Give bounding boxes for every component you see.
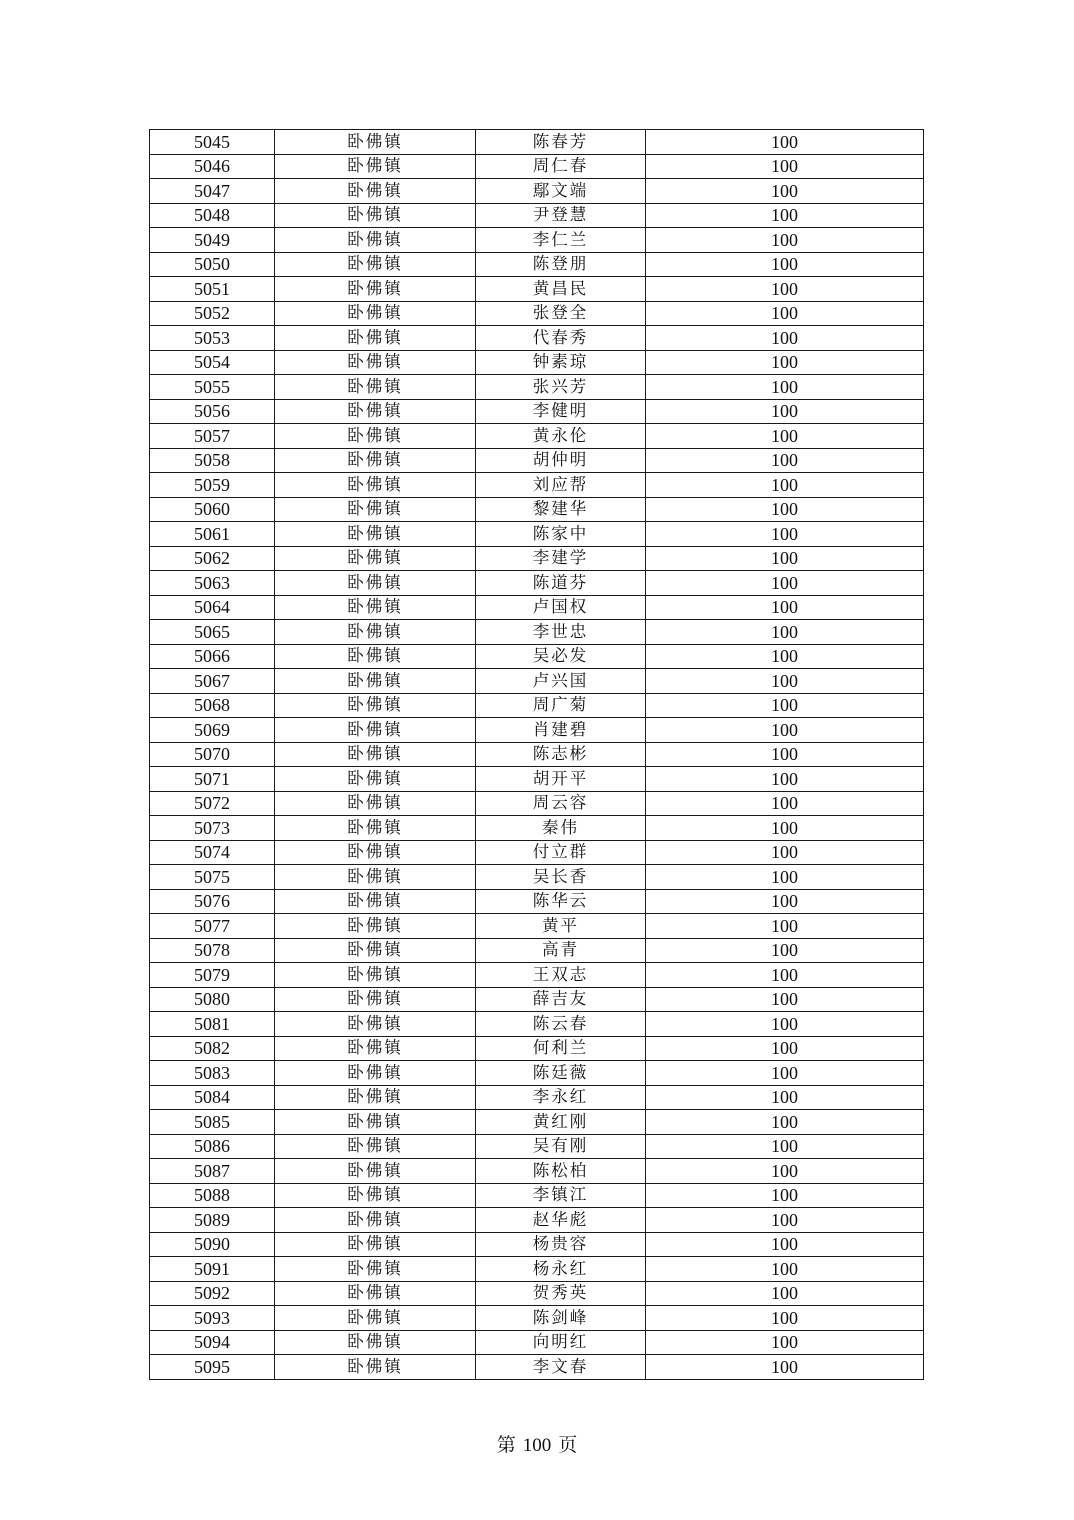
cell-number: 5059 <box>150 473 275 498</box>
cell-amount: 100 <box>646 620 924 645</box>
cell-number: 5088 <box>150 1183 275 1208</box>
cell-amount: 100 <box>646 1061 924 1086</box>
cell-name: 周云容 <box>476 791 646 816</box>
cell-town: 卧佛镇 <box>275 938 476 963</box>
table-row <box>150 1330 924 1355</box>
cell-amount: 100 <box>646 1306 924 1331</box>
cell-number: 5046 <box>150 154 275 179</box>
cell-amount: 100 <box>646 1208 924 1233</box>
cell-name: 刘应帮 <box>476 473 646 498</box>
cell-number: 5089 <box>150 1208 275 1233</box>
cell-town: 卧佛镇 <box>275 987 476 1012</box>
cell-number: 5092 <box>150 1281 275 1306</box>
table-row <box>150 644 924 669</box>
table-row <box>150 1183 924 1208</box>
roster-table-body <box>150 130 924 1380</box>
cell-town: 卧佛镇 <box>275 1085 476 1110</box>
table-row <box>150 669 924 694</box>
cell-town: 卧佛镇 <box>275 1232 476 1257</box>
cell-name: 陈道芬 <box>476 571 646 596</box>
cell-name: 李镇江 <box>476 1183 646 1208</box>
cell-town: 卧佛镇 <box>275 154 476 179</box>
cell-number: 5045 <box>150 130 275 155</box>
cell-number: 5077 <box>150 914 275 939</box>
cell-number: 5051 <box>150 277 275 302</box>
cell-name: 吴有刚 <box>476 1134 646 1159</box>
cell-town: 卧佛镇 <box>275 473 476 498</box>
cell-amount: 100 <box>646 889 924 914</box>
cell-name: 杨贵容 <box>476 1232 646 1257</box>
cell-name: 黄平 <box>476 914 646 939</box>
table-row <box>150 130 924 155</box>
table-row <box>150 473 924 498</box>
cell-number: 5062 <box>150 546 275 571</box>
table-row <box>150 1355 924 1380</box>
page-footer <box>0 1430 1074 1457</box>
table-row <box>150 1085 924 1110</box>
table-row <box>150 1257 924 1282</box>
table-row <box>150 546 924 571</box>
cell-number: 5063 <box>150 571 275 596</box>
cell-town: 卧佛镇 <box>275 546 476 571</box>
cell-name: 赵华彪 <box>476 1208 646 1233</box>
cell-number: 5054 <box>150 350 275 375</box>
cell-name: 钟素琼 <box>476 350 646 375</box>
cell-town: 卧佛镇 <box>275 571 476 596</box>
cell-town: 卧佛镇 <box>275 791 476 816</box>
cell-amount: 100 <box>646 644 924 669</box>
cell-amount: 100 <box>646 546 924 571</box>
cell-town: 卧佛镇 <box>275 865 476 890</box>
cell-town: 卧佛镇 <box>275 130 476 155</box>
cell-number: 5068 <box>150 693 275 718</box>
cell-name: 吴必发 <box>476 644 646 669</box>
footer-prefix: 第 <box>496 1434 516 1456</box>
table-row <box>150 963 924 988</box>
cell-amount: 100 <box>646 1134 924 1159</box>
cell-amount: 100 <box>646 840 924 865</box>
cell-amount: 100 <box>646 963 924 988</box>
cell-town: 卧佛镇 <box>275 816 476 841</box>
cell-name: 卢国权 <box>476 595 646 620</box>
cell-name: 向明红 <box>476 1330 646 1355</box>
cell-town: 卧佛镇 <box>275 1012 476 1037</box>
table-row <box>150 1306 924 1331</box>
cell-number: 5078 <box>150 938 275 963</box>
table-row <box>150 865 924 890</box>
cell-number: 5083 <box>150 1061 275 1086</box>
cell-amount: 100 <box>646 865 924 890</box>
cell-name: 张登全 <box>476 301 646 326</box>
cell-town: 卧佛镇 <box>275 326 476 351</box>
cell-town: 卧佛镇 <box>275 399 476 424</box>
cell-town: 卧佛镇 <box>275 1330 476 1355</box>
cell-town: 卧佛镇 <box>275 375 476 400</box>
cell-number: 5082 <box>150 1036 275 1061</box>
table-row <box>150 1061 924 1086</box>
cell-town: 卧佛镇 <box>275 252 476 277</box>
cell-amount: 100 <box>646 791 924 816</box>
cell-amount: 100 <box>646 1257 924 1282</box>
cell-town: 卧佛镇 <box>275 693 476 718</box>
cell-amount: 100 <box>646 742 924 767</box>
cell-name: 付立群 <box>476 840 646 865</box>
cell-number: 5058 <box>150 448 275 473</box>
cell-name: 胡开平 <box>476 767 646 792</box>
cell-amount: 100 <box>646 130 924 155</box>
cell-town: 卧佛镇 <box>275 1061 476 1086</box>
cell-name: 黄永伦 <box>476 424 646 449</box>
cell-town: 卧佛镇 <box>275 301 476 326</box>
cell-name: 李文春 <box>476 1355 646 1380</box>
cell-town: 卧佛镇 <box>275 718 476 743</box>
cell-amount: 100 <box>646 767 924 792</box>
cell-number: 5067 <box>150 669 275 694</box>
cell-amount: 100 <box>646 154 924 179</box>
cell-number: 5085 <box>150 1110 275 1135</box>
cell-town: 卧佛镇 <box>275 1355 476 1380</box>
cell-town: 卧佛镇 <box>275 742 476 767</box>
table-row <box>150 448 924 473</box>
table-row <box>150 350 924 375</box>
cell-number: 5057 <box>150 424 275 449</box>
cell-amount: 100 <box>646 1036 924 1061</box>
cell-town: 卧佛镇 <box>275 889 476 914</box>
cell-number: 5086 <box>150 1134 275 1159</box>
cell-number: 5056 <box>150 399 275 424</box>
table-row <box>150 375 924 400</box>
roster-table <box>149 129 924 1380</box>
table-row <box>150 203 924 228</box>
cell-name: 李世忠 <box>476 620 646 645</box>
cell-number: 5050 <box>150 252 275 277</box>
cell-number: 5073 <box>150 816 275 841</box>
cell-amount: 100 <box>646 1355 924 1380</box>
table-row <box>150 816 924 841</box>
cell-name: 代春秀 <box>476 326 646 351</box>
cell-amount: 100 <box>646 350 924 375</box>
cell-town: 卧佛镇 <box>275 669 476 694</box>
cell-number: 5076 <box>150 889 275 914</box>
cell-number: 5095 <box>150 1355 275 1380</box>
cell-name: 李健明 <box>476 399 646 424</box>
cell-name: 胡仲明 <box>476 448 646 473</box>
cell-name: 高青 <box>476 938 646 963</box>
table-row <box>150 1134 924 1159</box>
cell-town: 卧佛镇 <box>275 963 476 988</box>
cell-name: 张兴芳 <box>476 375 646 400</box>
cell-name: 贺秀英 <box>476 1281 646 1306</box>
cell-amount: 100 <box>646 1012 924 1037</box>
cell-number: 5093 <box>150 1306 275 1331</box>
cell-town: 卧佛镇 <box>275 277 476 302</box>
cell-town: 卧佛镇 <box>275 840 476 865</box>
cell-amount: 100 <box>646 399 924 424</box>
cell-name: 陈松柏 <box>476 1159 646 1184</box>
cell-name: 黎建华 <box>476 497 646 522</box>
cell-name: 卢兴国 <box>476 669 646 694</box>
cell-amount: 100 <box>646 718 924 743</box>
cell-name: 李建学 <box>476 546 646 571</box>
cell-amount: 100 <box>646 595 924 620</box>
cell-number: 5087 <box>150 1159 275 1184</box>
table-row <box>150 326 924 351</box>
cell-amount: 100 <box>646 693 924 718</box>
table-row <box>150 1012 924 1037</box>
cell-name: 肖建碧 <box>476 718 646 743</box>
cell-name: 陈廷薇 <box>476 1061 646 1086</box>
cell-name: 尹登慧 <box>476 203 646 228</box>
cell-amount: 100 <box>646 326 924 351</box>
cell-town: 卧佛镇 <box>275 1159 476 1184</box>
cell-name: 周广菊 <box>476 693 646 718</box>
cell-amount: 100 <box>646 914 924 939</box>
table-row <box>150 693 924 718</box>
cell-amount: 100 <box>646 375 924 400</box>
cell-town: 卧佛镇 <box>275 497 476 522</box>
table-row <box>150 1110 924 1135</box>
cell-town: 卧佛镇 <box>275 1306 476 1331</box>
cell-amount: 100 <box>646 203 924 228</box>
cell-town: 卧佛镇 <box>275 1036 476 1061</box>
cell-number: 5074 <box>150 840 275 865</box>
cell-amount: 100 <box>646 497 924 522</box>
table-row <box>150 767 924 792</box>
cell-town: 卧佛镇 <box>275 767 476 792</box>
cell-town: 卧佛镇 <box>275 179 476 204</box>
cell-town: 卧佛镇 <box>275 1257 476 1282</box>
cell-amount: 100 <box>646 1232 924 1257</box>
table-row <box>150 914 924 939</box>
cell-number: 5091 <box>150 1257 275 1282</box>
cell-amount: 100 <box>646 252 924 277</box>
cell-town: 卧佛镇 <box>275 1281 476 1306</box>
cell-name: 陈登朋 <box>476 252 646 277</box>
cell-town: 卧佛镇 <box>275 424 476 449</box>
cell-amount: 100 <box>646 571 924 596</box>
cell-number: 5084 <box>150 1085 275 1110</box>
table-row <box>150 179 924 204</box>
cell-number: 5094 <box>150 1330 275 1355</box>
cell-number: 5090 <box>150 1232 275 1257</box>
cell-name: 薛吉友 <box>476 987 646 1012</box>
cell-name: 周仁春 <box>476 154 646 179</box>
table-row <box>150 252 924 277</box>
cell-name: 陈志彬 <box>476 742 646 767</box>
cell-amount: 100 <box>646 816 924 841</box>
cell-number: 5060 <box>150 497 275 522</box>
cell-name: 陈华云 <box>476 889 646 914</box>
cell-name: 陈家中 <box>476 522 646 547</box>
table-row <box>150 889 924 914</box>
footer-suffix: 页 <box>558 1434 578 1456</box>
cell-name: 李仁兰 <box>476 228 646 253</box>
cell-town: 卧佛镇 <box>275 228 476 253</box>
cell-number: 5053 <box>150 326 275 351</box>
table-row <box>150 742 924 767</box>
table-row <box>150 424 924 449</box>
cell-amount: 100 <box>646 1281 924 1306</box>
cell-name: 黄昌民 <box>476 277 646 302</box>
table-row <box>150 301 924 326</box>
table-row <box>150 595 924 620</box>
table-row <box>150 1281 924 1306</box>
cell-town: 卧佛镇 <box>275 522 476 547</box>
cell-amount: 100 <box>646 938 924 963</box>
cell-number: 5069 <box>150 718 275 743</box>
cell-number: 5064 <box>150 595 275 620</box>
cell-number: 5080 <box>150 987 275 1012</box>
cell-name: 杨永红 <box>476 1257 646 1282</box>
cell-amount: 100 <box>646 1330 924 1355</box>
cell-town: 卧佛镇 <box>275 644 476 669</box>
cell-amount: 100 <box>646 424 924 449</box>
cell-amount: 100 <box>646 522 924 547</box>
table-row <box>150 938 924 963</box>
cell-town: 卧佛镇 <box>275 203 476 228</box>
table-row <box>150 228 924 253</box>
cell-name: 黄红刚 <box>476 1110 646 1135</box>
cell-number: 5065 <box>150 620 275 645</box>
cell-number: 5081 <box>150 1012 275 1037</box>
cell-amount: 100 <box>646 1159 924 1184</box>
cell-number: 5047 <box>150 179 275 204</box>
cell-number: 5052 <box>150 301 275 326</box>
cell-amount: 100 <box>646 277 924 302</box>
cell-town: 卧佛镇 <box>275 595 476 620</box>
cell-name: 何利兰 <box>476 1036 646 1061</box>
page-number: 100 <box>522 1435 552 1456</box>
cell-town: 卧佛镇 <box>275 448 476 473</box>
cell-number: 5071 <box>150 767 275 792</box>
table-row <box>150 1159 924 1184</box>
cell-amount: 100 <box>646 1110 924 1135</box>
table-row <box>150 497 924 522</box>
table-row <box>150 718 924 743</box>
cell-town: 卧佛镇 <box>275 914 476 939</box>
cell-name: 王双志 <box>476 963 646 988</box>
cell-town: 卧佛镇 <box>275 620 476 645</box>
cell-town: 卧佛镇 <box>275 1208 476 1233</box>
cell-number: 5072 <box>150 791 275 816</box>
cell-number: 5075 <box>150 865 275 890</box>
table-row <box>150 277 924 302</box>
cell-name: 鄢文端 <box>476 179 646 204</box>
table-row <box>150 620 924 645</box>
cell-number: 5070 <box>150 742 275 767</box>
cell-amount: 100 <box>646 473 924 498</box>
cell-amount: 100 <box>646 301 924 326</box>
cell-amount: 100 <box>646 1085 924 1110</box>
cell-number: 5049 <box>150 228 275 253</box>
cell-name: 吴长香 <box>476 865 646 890</box>
cell-number: 5066 <box>150 644 275 669</box>
table-row <box>150 522 924 547</box>
table-row <box>150 1208 924 1233</box>
cell-amount: 100 <box>646 448 924 473</box>
table-row <box>150 1232 924 1257</box>
cell-town: 卧佛镇 <box>275 1134 476 1159</box>
cell-amount: 100 <box>646 1183 924 1208</box>
cell-amount: 100 <box>646 669 924 694</box>
table-row <box>150 399 924 424</box>
cell-name: 陈云春 <box>476 1012 646 1037</box>
cell-town: 卧佛镇 <box>275 1183 476 1208</box>
cell-town: 卧佛镇 <box>275 350 476 375</box>
cell-amount: 100 <box>646 987 924 1012</box>
table-row <box>150 1036 924 1061</box>
cell-name: 秦伟 <box>476 816 646 841</box>
cell-name: 陈春芳 <box>476 130 646 155</box>
cell-number: 5061 <box>150 522 275 547</box>
cell-amount: 100 <box>646 228 924 253</box>
table-row <box>150 571 924 596</box>
cell-number: 5055 <box>150 375 275 400</box>
table-row <box>150 791 924 816</box>
cell-number: 5079 <box>150 963 275 988</box>
cell-amount: 100 <box>646 179 924 204</box>
table-row <box>150 840 924 865</box>
table-row <box>150 154 924 179</box>
table-row <box>150 987 924 1012</box>
cell-name: 陈剑峰 <box>476 1306 646 1331</box>
cell-name: 李永红 <box>476 1085 646 1110</box>
cell-number: 5048 <box>150 203 275 228</box>
cell-town: 卧佛镇 <box>275 1110 476 1135</box>
